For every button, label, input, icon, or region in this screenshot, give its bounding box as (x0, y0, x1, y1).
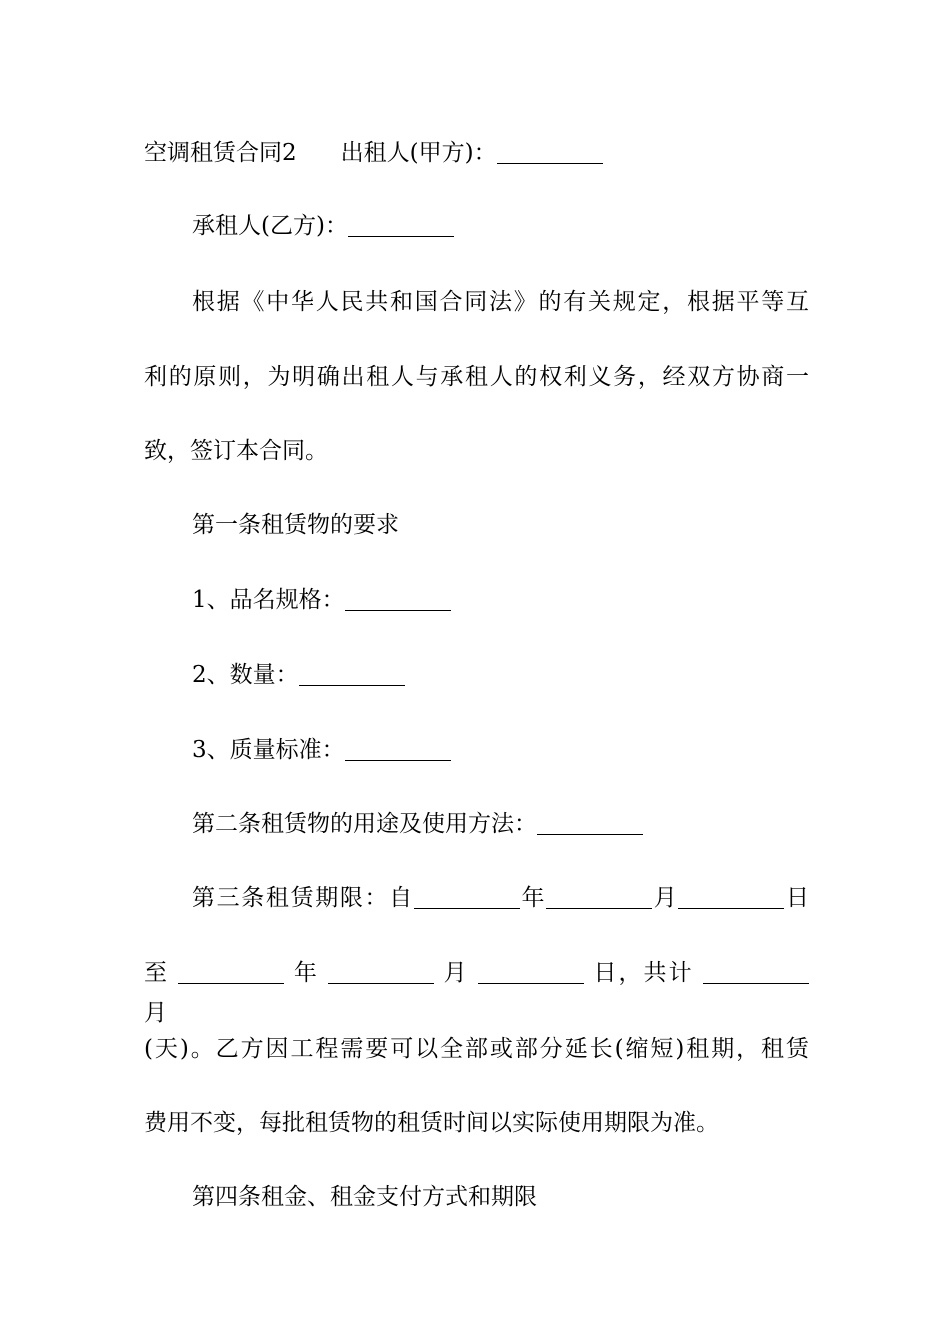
lessee-line (192, 206, 809, 246)
intro-line-3: 致，签订本合同。 (144, 438, 328, 464)
end-year-unit: 年 (293, 960, 319, 986)
item-3-label: 3、质量标准： (192, 737, 345, 763)
end-to-label: 至 (144, 960, 170, 986)
start-year-blank (414, 884, 520, 909)
item-2-blank (299, 661, 405, 686)
lessor-label: 出租人(甲方)： (340, 140, 497, 166)
article-3-prefix: 第三条租赁期限：自 (192, 885, 414, 911)
item-1-line (192, 580, 809, 620)
total-months-blank (703, 959, 809, 984)
article-2-label: 第二条租赁物的用途及使用方法： (192, 811, 537, 837)
article-3-line-4: 费用不变，每批租赁物的租赁时间以实际使用期限为准。 (144, 1110, 719, 1136)
article-2-blank (537, 810, 643, 835)
item-3-blank (345, 736, 451, 761)
lessee-blank (348, 212, 454, 237)
contract-title: 空调租赁合同2 (144, 140, 297, 166)
item-1-label: 1、品名规格： (192, 587, 345, 613)
lessee-label: 承租人(乙方)： (192, 213, 348, 239)
start-month-unit: 月 (652, 885, 679, 911)
article-4-title: 第四条租金、租金支付方式和期限 (192, 1184, 537, 1210)
end-month-blank (328, 959, 434, 984)
end-month-unit: 月 (443, 960, 469, 986)
item-2-line (192, 655, 809, 695)
end-day-total-label: 日，共计 (593, 960, 694, 986)
end-day-blank (478, 959, 584, 984)
total-month-unit: 月 (144, 1000, 167, 1026)
title-line (144, 133, 809, 173)
item-2-label: 2、数量： (192, 662, 299, 688)
intro-line-1: 根据《中华人民共和国合同法》的有关规定，根据平等互 (192, 289, 809, 315)
article-2-line (192, 804, 809, 844)
start-day-blank (678, 884, 784, 909)
article-3-line-1 (192, 878, 809, 918)
article-1-title: 第一条租赁物的要求 (192, 512, 399, 538)
start-year-unit: 年 (519, 885, 547, 911)
item-3-line (192, 730, 809, 770)
start-month-blank (546, 884, 652, 909)
lessor-blank (497, 139, 603, 164)
article-3-line-2 (144, 953, 809, 1026)
start-day-unit: 日 (784, 885, 810, 911)
intro-line-2: 利的原则，为明确出租人与承租人的权利义务，经双方协商一 (144, 364, 809, 390)
article-3-line-3: (天)。乙方因工程需要可以全部或部分延长(缩短)租期，租赁 (144, 1036, 809, 1062)
end-year-blank (178, 959, 284, 984)
item-1-blank (345, 586, 451, 611)
